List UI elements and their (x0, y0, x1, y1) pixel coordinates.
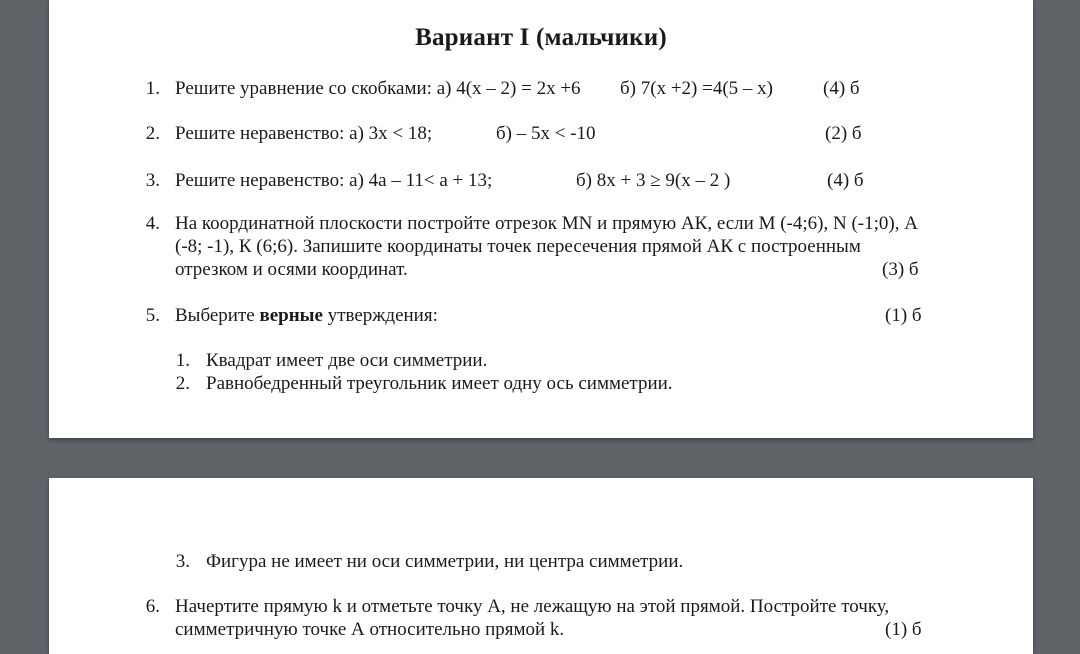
task-text (175, 304, 438, 327)
page-title: Вариант I (мальчики) (415, 24, 667, 51)
task-number: 3. (145, 170, 160, 191)
statement-text: Равнобедренный треугольник имеет одну ось симметрии. (206, 373, 673, 394)
task-text: Решите неравенство: а) 3х < 18; (175, 123, 433, 144)
task-text-bold: верные (259, 305, 323, 326)
task-number: 4. (145, 213, 160, 234)
task-part-b: б) 7(х +2) =4(5 – х) (620, 78, 773, 99)
task-number: 6. (145, 596, 160, 617)
task-points: (1) б (885, 619, 922, 640)
task-number: 2. (145, 123, 160, 144)
task-points: (4) б (823, 78, 860, 99)
task-points: (3) б (882, 259, 919, 280)
task-text-line-2: симметричную точке А относительно прямой k. (175, 619, 565, 640)
task-text-line-1: На координатной плоскости постройте отрезок MN и прямую АК, если М (-4;6), N (-1;0), А (175, 213, 918, 234)
document-page-1 (49, 0, 1033, 438)
task-text-after: утверждения: (322, 305, 438, 326)
task-part-b: б) – 5х < -10 (496, 123, 596, 144)
statement-number: 3. (175, 551, 190, 572)
task-text-line-2: (-8; -1), К (6;6). Запишите координаты точек пересечения прямой АК с построенным (175, 236, 861, 257)
task-text-before: Выберите (175, 305, 260, 326)
task-text-line-3: отрезком и осями координат. (175, 259, 408, 280)
task-number: 1. (145, 78, 160, 99)
task-points: (4) б (827, 170, 864, 191)
task-points: (2) б (825, 123, 862, 144)
statement-number: 2. (175, 373, 190, 394)
statement-text: Квадрат имеет две оси симметрии. (206, 350, 488, 371)
task-text: Решите неравенство: а) 4а – 11< а + 13; (175, 170, 493, 191)
task-text-line-1: Начертите прямую k и отметьте точку А, не лежащую на этой прямой. Постройте точку, (175, 596, 890, 617)
document-page-2 (49, 478, 1033, 654)
task-points: (1) б (885, 305, 922, 326)
statement-number: 1. (175, 350, 190, 371)
task-part-b: б) 8х + 3 ≥ 9(х – 2 ) (576, 170, 731, 191)
task-number: 5. (145, 305, 160, 326)
statement-text: Фигура не имеет ни оси симметрии, ни центра симметрии. (206, 551, 684, 572)
task-text: Решите уравнение со скобками: а) 4(х – 2) = 2х +6 (175, 78, 581, 99)
